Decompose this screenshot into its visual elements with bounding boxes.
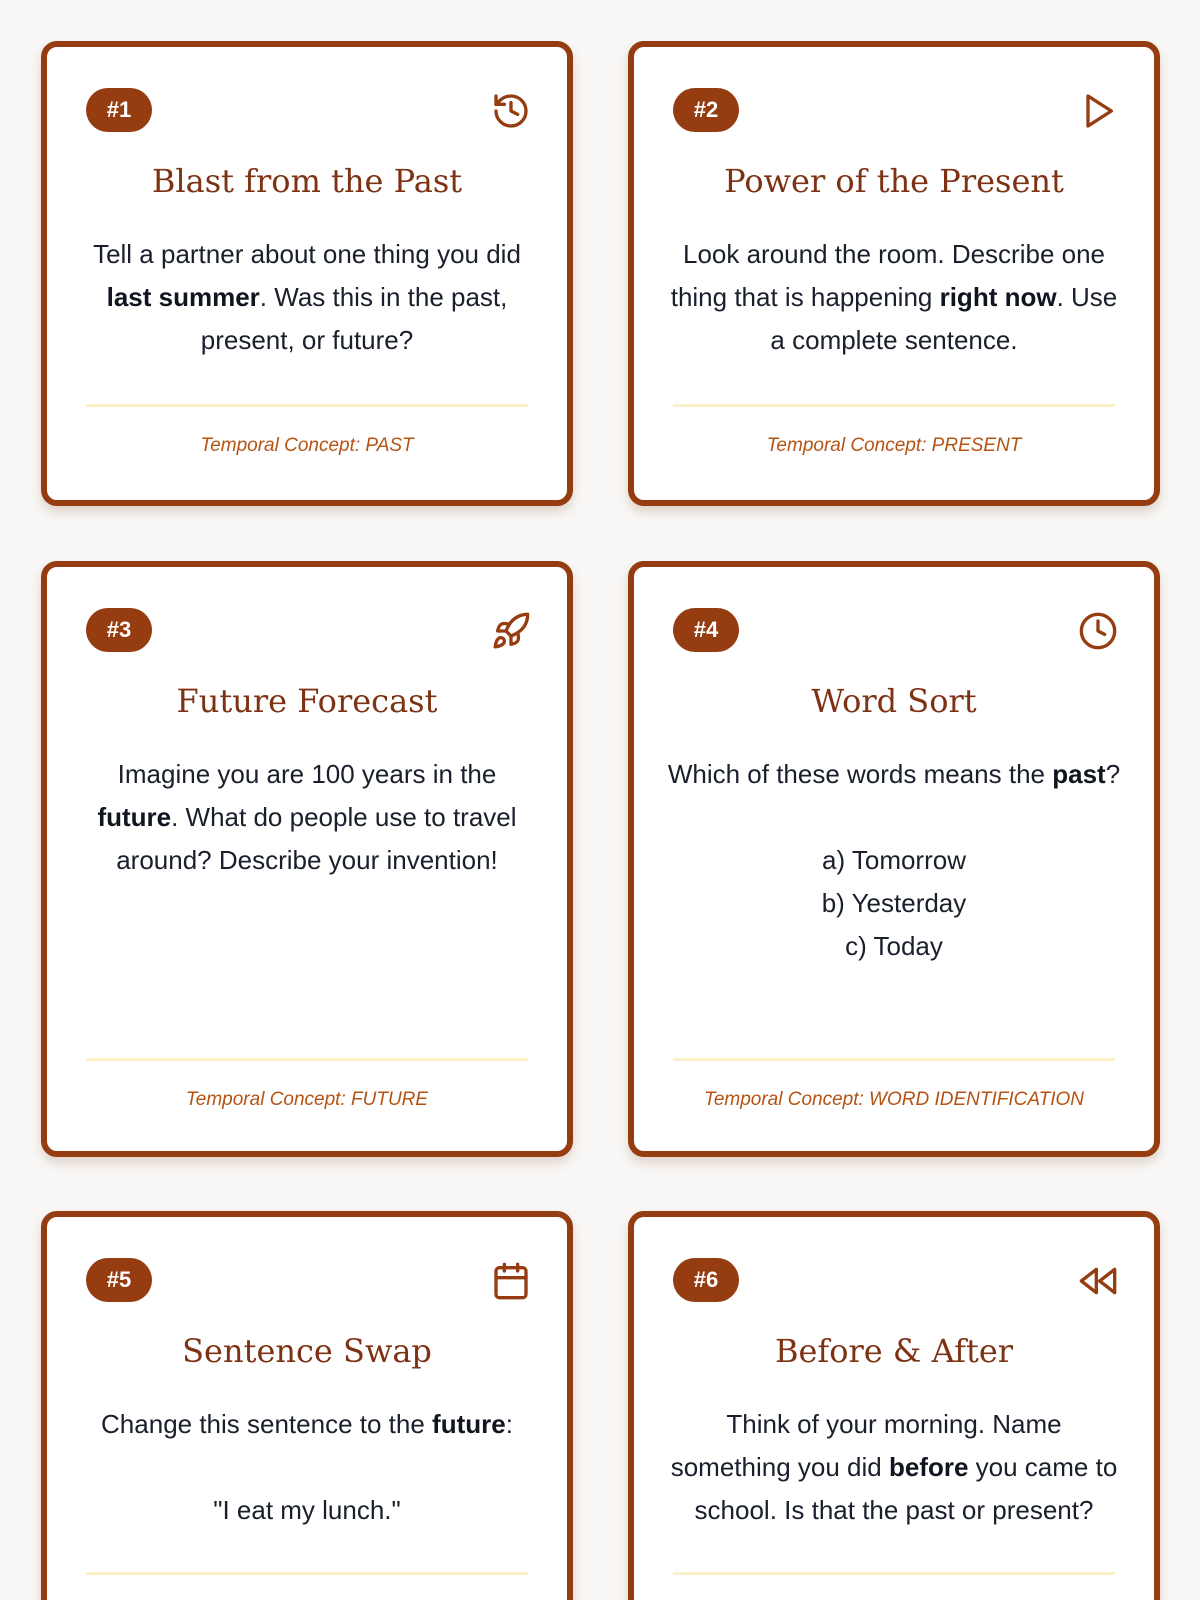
task-card-1[interactable] bbox=[41, 41, 573, 506]
card-title: Before & After bbox=[774, 1332, 1014, 1370]
prompt-text: Change this sentence to the bbox=[101, 1409, 433, 1439]
prompt-text: Tell a partner about one thing you did bbox=[93, 239, 521, 269]
answer-option: b) Yesterday bbox=[821, 888, 967, 918]
prompt-text: : bbox=[505, 1409, 513, 1439]
prompt-text: you came to school. Is that the past or present? bbox=[694, 1452, 1118, 1525]
card-title: Future Forecast bbox=[176, 682, 438, 720]
card-title: Word Sort bbox=[811, 682, 977, 720]
card-prompt bbox=[79, 1403, 535, 1532]
prompt-text: Think of your morning. Name something you did bbox=[670, 1409, 1062, 1482]
play-icon bbox=[1078, 91, 1118, 131]
example-sentence: "I eat my lunch." bbox=[213, 1495, 401, 1525]
card-divider bbox=[673, 1572, 1115, 1575]
card-prompt bbox=[666, 753, 1122, 968]
card-number-badge: #1 bbox=[86, 88, 152, 132]
card-title: Power of the Present bbox=[724, 162, 1064, 200]
rewind-icon bbox=[1078, 1261, 1118, 1301]
prompt-text: ? bbox=[1105, 759, 1121, 789]
prompt-text: Imagine you are 100 years in the bbox=[117, 759, 497, 789]
answer-option: a) Tomorrow bbox=[821, 845, 966, 875]
card-title: Blast from the Past bbox=[151, 162, 463, 200]
card-number-badge: #6 bbox=[673, 1258, 739, 1302]
card-number-badge: #5 bbox=[86, 1258, 152, 1302]
temporal-concept-label: Temporal Concept: PAST bbox=[200, 435, 414, 456]
card-prompt bbox=[79, 233, 535, 362]
temporal-concept-label: Temporal Concept: FUTURE bbox=[185, 1089, 429, 1110]
task-card-6[interactable] bbox=[628, 1211, 1160, 1600]
card-prompt bbox=[79, 753, 535, 882]
task-card-5[interactable] bbox=[41, 1211, 573, 1600]
card-number-badge: #2 bbox=[673, 88, 739, 132]
prompt-emphasis: future bbox=[432, 1409, 506, 1439]
calendar-icon bbox=[491, 1261, 531, 1301]
card-number-badge: #4 bbox=[673, 608, 739, 652]
prompt-text: . What do people use to travel around? Describe your invention! bbox=[116, 802, 517, 875]
prompt-text: . Use a complete sentence. bbox=[770, 282, 1118, 355]
card-divider bbox=[86, 404, 528, 407]
answer-option: c) Today bbox=[845, 931, 943, 961]
card-divider bbox=[86, 1058, 528, 1061]
card-prompt bbox=[666, 233, 1122, 362]
prompt-emphasis: past bbox=[1052, 759, 1106, 789]
prompt-text: Look around the room. Describe one thing that is happening bbox=[670, 239, 1106, 312]
prompt-text: Which of these words means the bbox=[667, 759, 1053, 789]
card-prompt bbox=[666, 1403, 1122, 1532]
prompt-emphasis: future bbox=[97, 802, 172, 832]
card-divider bbox=[86, 1572, 528, 1575]
card-title: Sentence Swap bbox=[182, 1332, 432, 1370]
prompt-emphasis: last summer bbox=[106, 282, 260, 312]
temporal-concept-label: Temporal Concept: WORD IDENTIFICATION bbox=[703, 1089, 1085, 1110]
prompt-emphasis: before bbox=[888, 1452, 969, 1482]
card-divider bbox=[673, 1058, 1115, 1061]
card-divider bbox=[673, 404, 1115, 407]
task-card-4[interactable] bbox=[628, 561, 1160, 1157]
clock-icon bbox=[1078, 611, 1118, 651]
prompt-emphasis: right now bbox=[939, 282, 1057, 312]
task-card-3[interactable] bbox=[41, 561, 573, 1157]
task-card-2[interactable] bbox=[628, 41, 1160, 506]
card-number-badge: #3 bbox=[86, 608, 152, 652]
prompt-text: . Was this in the past, present, or future? bbox=[200, 282, 508, 355]
history-icon bbox=[491, 91, 531, 131]
temporal-concept-label: Temporal Concept: PRESENT bbox=[766, 435, 1022, 456]
rocket-icon bbox=[491, 611, 531, 651]
